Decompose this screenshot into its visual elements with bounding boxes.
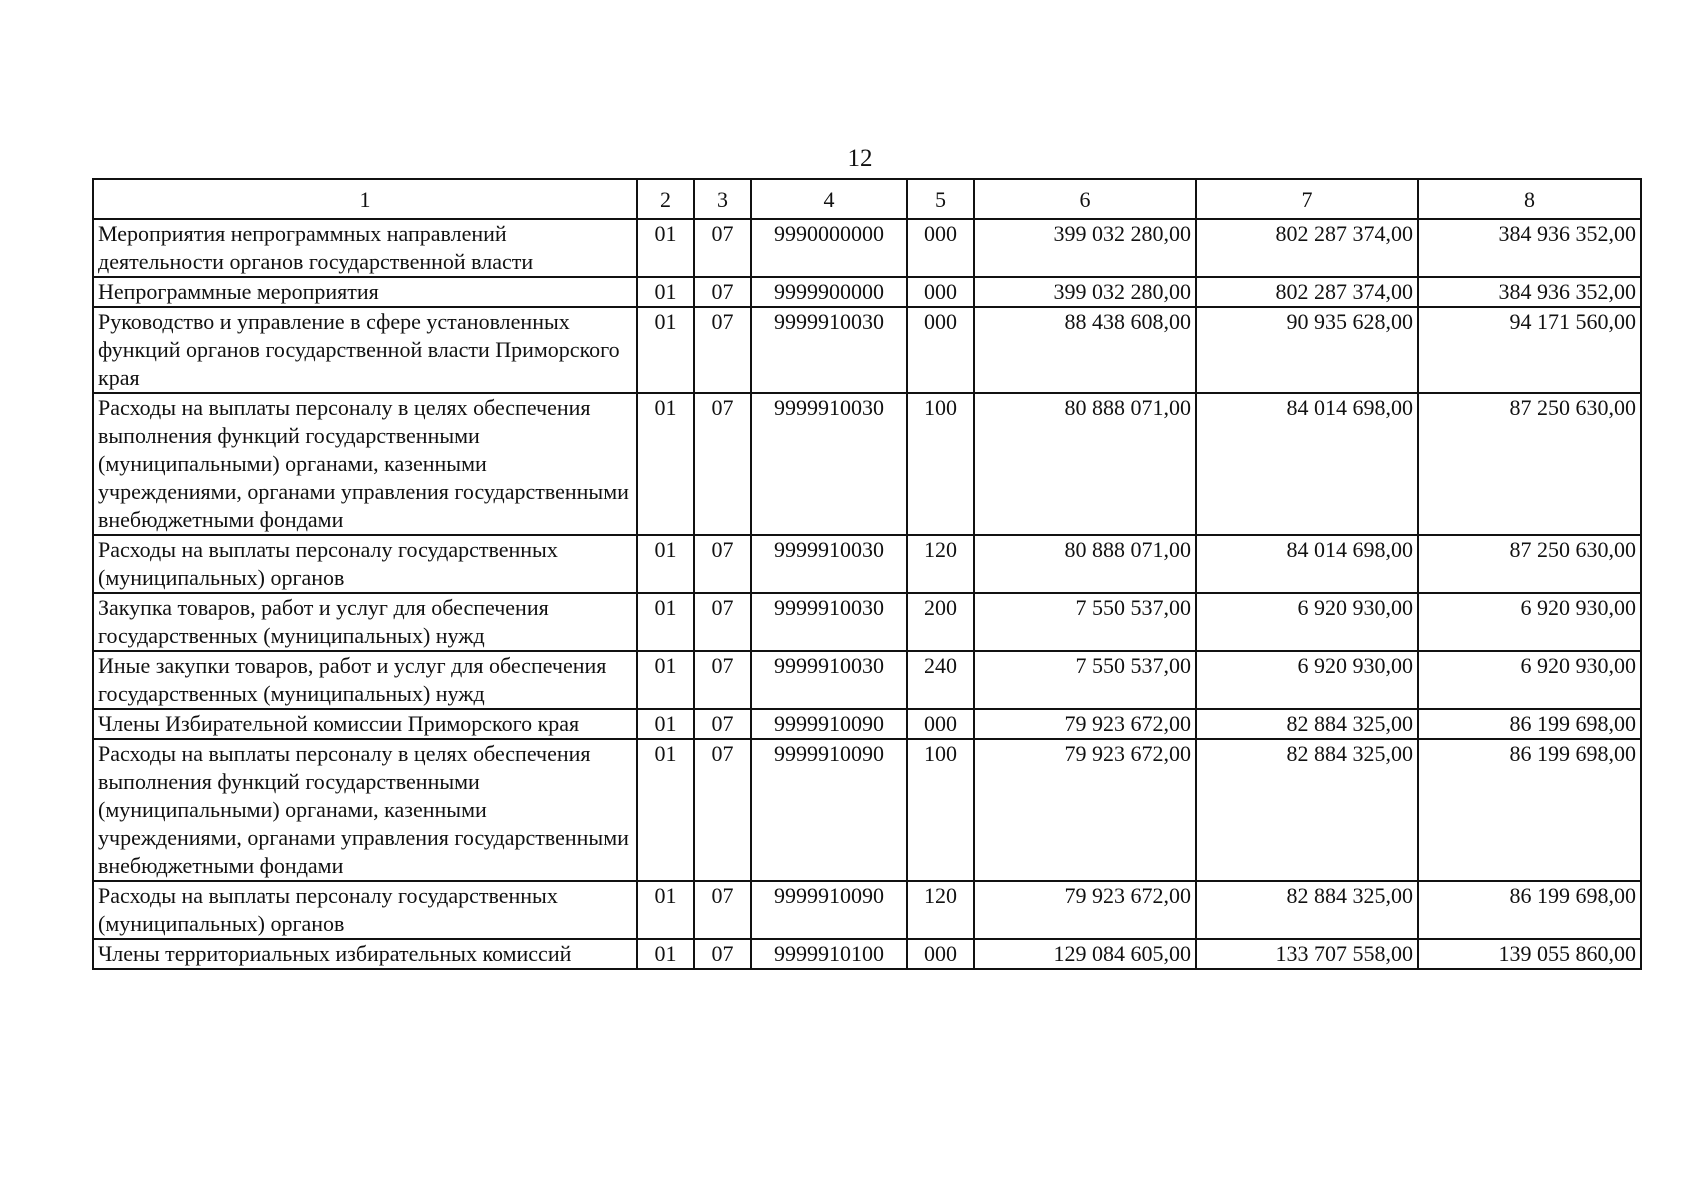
expense-name: Иные закупки товаров, работ и услуг для обеспечения государственных (муниципальных) нужд <box>93 651 637 709</box>
amount-col-7: 802 287 374,00 <box>1196 277 1418 307</box>
subsection-code: 07 <box>694 593 751 651</box>
subsection-code: 07 <box>694 939 751 969</box>
amount-col-7: 82 884 325,00 <box>1196 739 1418 881</box>
expense-name: Расходы на выплаты персоналу в целях обеспечения выполнения функций государственными (муниципальными) органами, казенными учреждениями, органами управления государственными внебюджетными фондами <box>93 393 637 535</box>
expense-name: Расходы на выплаты персоналу государственных (муниципальных) органов <box>93 881 637 939</box>
subsection-code: 07 <box>694 651 751 709</box>
section-code: 01 <box>637 393 694 535</box>
table-row <box>93 593 1641 651</box>
column-header-7: 7 <box>1196 179 1418 219</box>
amount-col-7: 84 014 698,00 <box>1196 535 1418 593</box>
expense-type-code: 120 <box>907 881 974 939</box>
amount-col-7: 90 935 628,00 <box>1196 307 1418 393</box>
expense-type-code: 000 <box>907 277 974 307</box>
column-header-4: 4 <box>751 179 907 219</box>
subsection-code: 07 <box>694 535 751 593</box>
subsection-code: 07 <box>694 277 751 307</box>
section-code: 01 <box>637 219 694 277</box>
target-article-code: 9999910030 <box>751 393 907 535</box>
table-row <box>93 881 1641 939</box>
table-row <box>93 393 1641 535</box>
section-code: 01 <box>637 593 694 651</box>
target-article-code: 9999910090 <box>751 881 907 939</box>
subsection-code: 07 <box>694 881 751 939</box>
target-article-code: 9999910090 <box>751 709 907 739</box>
column-header-5: 5 <box>907 179 974 219</box>
column-header-8: 8 <box>1418 179 1641 219</box>
section-code: 01 <box>637 881 694 939</box>
target-article-code: 9999910100 <box>751 939 907 969</box>
table-row <box>93 277 1641 307</box>
expense-type-code: 100 <box>907 739 974 881</box>
expense-name: Члены территориальных избирательных комиссий <box>93 939 637 969</box>
subsection-code: 07 <box>694 219 751 277</box>
expense-type-code: 000 <box>907 219 974 277</box>
amount-col-7: 6 920 930,00 <box>1196 593 1418 651</box>
table-row <box>93 651 1641 709</box>
amount-col-8: 86 199 698,00 <box>1418 881 1641 939</box>
amount-col-8: 86 199 698,00 <box>1418 709 1641 739</box>
amount-col-6: 399 032 280,00 <box>974 219 1196 277</box>
amount-col-8: 6 920 930,00 <box>1418 651 1641 709</box>
column-number-row <box>93 179 1641 219</box>
amount-col-6: 80 888 071,00 <box>974 535 1196 593</box>
target-article-code: 9999910030 <box>751 307 907 393</box>
subsection-code: 07 <box>694 709 751 739</box>
target-article-code: 9990000000 <box>751 219 907 277</box>
table-row <box>93 739 1641 881</box>
table-row <box>93 307 1641 393</box>
section-code: 01 <box>637 709 694 739</box>
expense-name: Мероприятия непрограммных направлений деятельности органов государственной власти <box>93 219 637 277</box>
subsection-code: 07 <box>694 739 751 881</box>
page-number: 12 <box>847 145 873 172</box>
amount-col-8: 6 920 930,00 <box>1418 593 1641 651</box>
expense-type-code: 200 <box>907 593 974 651</box>
amount-col-8: 384 936 352,00 <box>1418 219 1641 277</box>
amount-col-6: 7 550 537,00 <box>974 651 1196 709</box>
table-row <box>93 709 1641 739</box>
table-row <box>93 535 1641 593</box>
expense-name: Члены Избирательной комиссии Приморского края <box>93 709 637 739</box>
expense-type-code: 100 <box>907 393 974 535</box>
target-article-code: 9999910090 <box>751 739 907 881</box>
amount-col-6: 80 888 071,00 <box>974 393 1196 535</box>
amount-col-6: 399 032 280,00 <box>974 277 1196 307</box>
subsection-code: 07 <box>694 307 751 393</box>
amount-col-6: 79 923 672,00 <box>974 739 1196 881</box>
section-code: 01 <box>637 939 694 969</box>
expense-name: Непрограммные мероприятия <box>93 277 637 307</box>
target-article-code: 9999910030 <box>751 593 907 651</box>
amount-col-8: 87 250 630,00 <box>1418 393 1641 535</box>
amount-col-7: 82 884 325,00 <box>1196 881 1418 939</box>
amount-col-8: 86 199 698,00 <box>1418 739 1641 881</box>
subsection-code: 07 <box>694 393 751 535</box>
amount-col-7: 802 287 374,00 <box>1196 219 1418 277</box>
amount-col-8: 94 171 560,00 <box>1418 307 1641 393</box>
amount-col-7: 6 920 930,00 <box>1196 651 1418 709</box>
table-body <box>93 219 1641 969</box>
column-header-1: 1 <box>93 179 637 219</box>
amount-col-6: 79 923 672,00 <box>974 881 1196 939</box>
budget-table <box>92 178 1642 970</box>
expense-type-code: 120 <box>907 535 974 593</box>
target-article-code: 9999910030 <box>751 651 907 709</box>
table-row <box>93 219 1641 277</box>
target-article-code: 9999900000 <box>751 277 907 307</box>
expense-type-code: 000 <box>907 307 974 393</box>
section-code: 01 <box>637 535 694 593</box>
expense-name: Расходы на выплаты персоналу государственных (муниципальных) органов <box>93 535 637 593</box>
expense-name: Расходы на выплаты персоналу в целях обеспечения выполнения функций государственными (муниципальными) органами, казенными учреждениями, органами управления государственными внебюджетными фондами <box>93 739 637 881</box>
amount-col-7: 133 707 558,00 <box>1196 939 1418 969</box>
section-code: 01 <box>637 651 694 709</box>
column-header-2: 2 <box>637 179 694 219</box>
table-row <box>93 939 1641 969</box>
amount-col-8: 139 055 860,00 <box>1418 939 1641 969</box>
expense-name: Руководство и управление в сфере установленных функций органов государственной власти Приморского края <box>93 307 637 393</box>
amount-col-6: 88 438 608,00 <box>974 307 1196 393</box>
amount-col-6: 79 923 672,00 <box>974 709 1196 739</box>
amount-col-8: 384 936 352,00 <box>1418 277 1641 307</box>
column-header-6: 6 <box>974 179 1196 219</box>
amount-col-7: 82 884 325,00 <box>1196 709 1418 739</box>
expense-type-code: 000 <box>907 939 974 969</box>
expense-type-code: 240 <box>907 651 974 709</box>
target-article-code: 9999910030 <box>751 535 907 593</box>
table-header <box>93 179 1641 219</box>
section-code: 01 <box>637 277 694 307</box>
amount-col-6: 129 084 605,00 <box>974 939 1196 969</box>
amount-col-7: 84 014 698,00 <box>1196 393 1418 535</box>
amount-col-8: 87 250 630,00 <box>1418 535 1641 593</box>
expense-type-code: 000 <box>907 709 974 739</box>
expense-name: Закупка товаров, работ и услуг для обеспечения государственных (муниципальных) нужд <box>93 593 637 651</box>
column-header-3: 3 <box>694 179 751 219</box>
section-code: 01 <box>637 307 694 393</box>
section-code: 01 <box>637 739 694 881</box>
amount-col-6: 7 550 537,00 <box>974 593 1196 651</box>
